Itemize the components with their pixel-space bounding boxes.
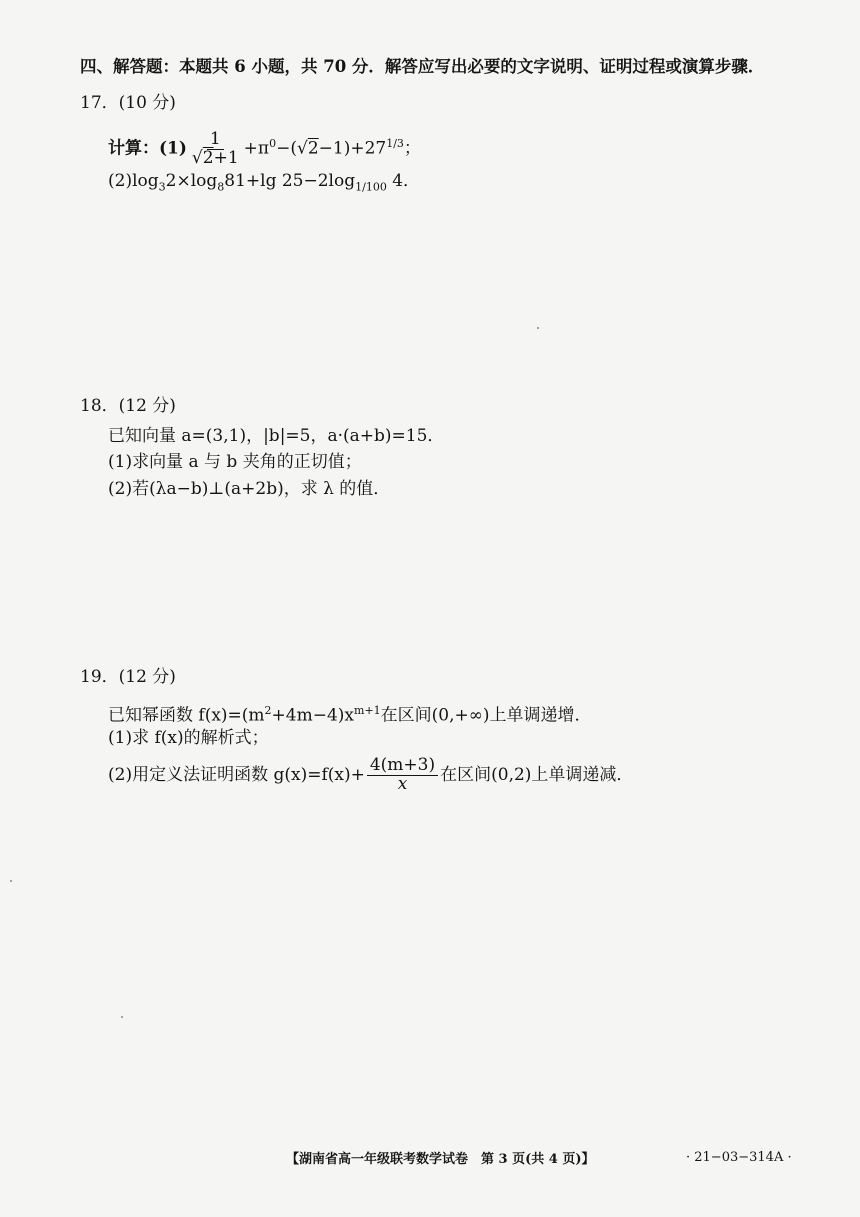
q18-part1: (1)求向量 a 与 b 夹角的正切值； — [108, 452, 362, 472]
q19-p2-b: 在区间(0,2)上单调递减． — [440, 765, 634, 785]
q17-fraction-denominator: √2+1 — [191, 147, 239, 168]
q18-number: 18．(12 分) — [80, 396, 176, 416]
q19-fraction-numerator: 4(m+3) — [367, 757, 438, 776]
q17-part1: 计算：(1) $\frac{1}{√2+1}$ $+\pi^0-(√2-1)+27^{1/3}$； — [108, 128, 421, 168]
q18-given: 已知向量 a=(3,1)，|b|=5，a·(a+b)=15． — [108, 426, 445, 446]
q17-fraction-den-rest: +1 — [213, 147, 239, 168]
q17-p2-base3: 3 — [158, 180, 166, 194]
q19-fraction-denominator: x — [397, 774, 408, 794]
q19-given-c: 在区间(0,+∞)上单调递增． — [380, 705, 592, 726]
q17-term-minus: −( — [276, 138, 297, 159]
q19-part2 — [108, 755, 633, 795]
q17-part1-end: ； — [403, 138, 421, 159]
section-header: 四、解答题：本题共 6 小题，共 70 分．解答应写出必要的文字说明、证明过程或演算步骤． — [80, 57, 765, 76]
q17-p2-base8: 8 — [217, 180, 225, 194]
q17-fraction-numerator: 1 — [207, 131, 224, 150]
q18-part2: (2)若(λa−b)⊥(a+2b)，求 λ 的值． — [108, 479, 391, 499]
q17-p2-base-frac: 1/100 — [355, 180, 387, 194]
footer-title: 【湖南省高一年级联考数学试卷 第 3 页(共 4 页)】 — [286, 1152, 595, 1167]
q19-given-b: +4m−4)x — [271, 705, 355, 726]
scan-speck — [121, 1016, 123, 1018]
scan-speck — [537, 327, 539, 329]
q19-part1: (1)求 f(x)的解析式； — [108, 728, 269, 748]
q17-fraction — [189, 128, 242, 168]
q17-part2 — [108, 170, 420, 198]
q17-fraction-radicand: 2 — [202, 147, 214, 168]
q19-fraction — [367, 757, 438, 794]
q17-term-27: −1)+27 — [318, 138, 387, 159]
q17-term-pi: +π — [243, 138, 270, 159]
q17-p2-log3: (2)log — [108, 171, 159, 191]
q17-number: 17．(10 分) — [80, 93, 176, 113]
q19-given-exp: m+1 — [354, 704, 381, 717]
scan-speck — [10, 880, 12, 882]
q17-p2-lg: 81+lg 25−2log — [224, 171, 356, 191]
q17-p2-end: 4． — [386, 171, 421, 191]
q17-sqrt2: 2 — [307, 138, 319, 159]
q17-p2-log8: 2×log — [165, 171, 218, 191]
q19-given-sup2: 2 — [264, 704, 272, 717]
q19-given — [108, 700, 592, 727]
footer-code: · 21−03−314A · — [686, 1150, 792, 1165]
q17-exp-zero: 0 — [269, 137, 277, 150]
q17-part1-prefix: 计算：(1) — [108, 138, 187, 159]
q19-number: 19．(12 分) — [80, 667, 176, 687]
q19-given-a: 已知幂函数 f(x)=(m — [108, 705, 265, 726]
q19-p2-a: (2)用定义法证明函数 g(x)=f(x)+ — [108, 765, 365, 785]
q17-exp-third: 1/3 — [386, 137, 404, 150]
